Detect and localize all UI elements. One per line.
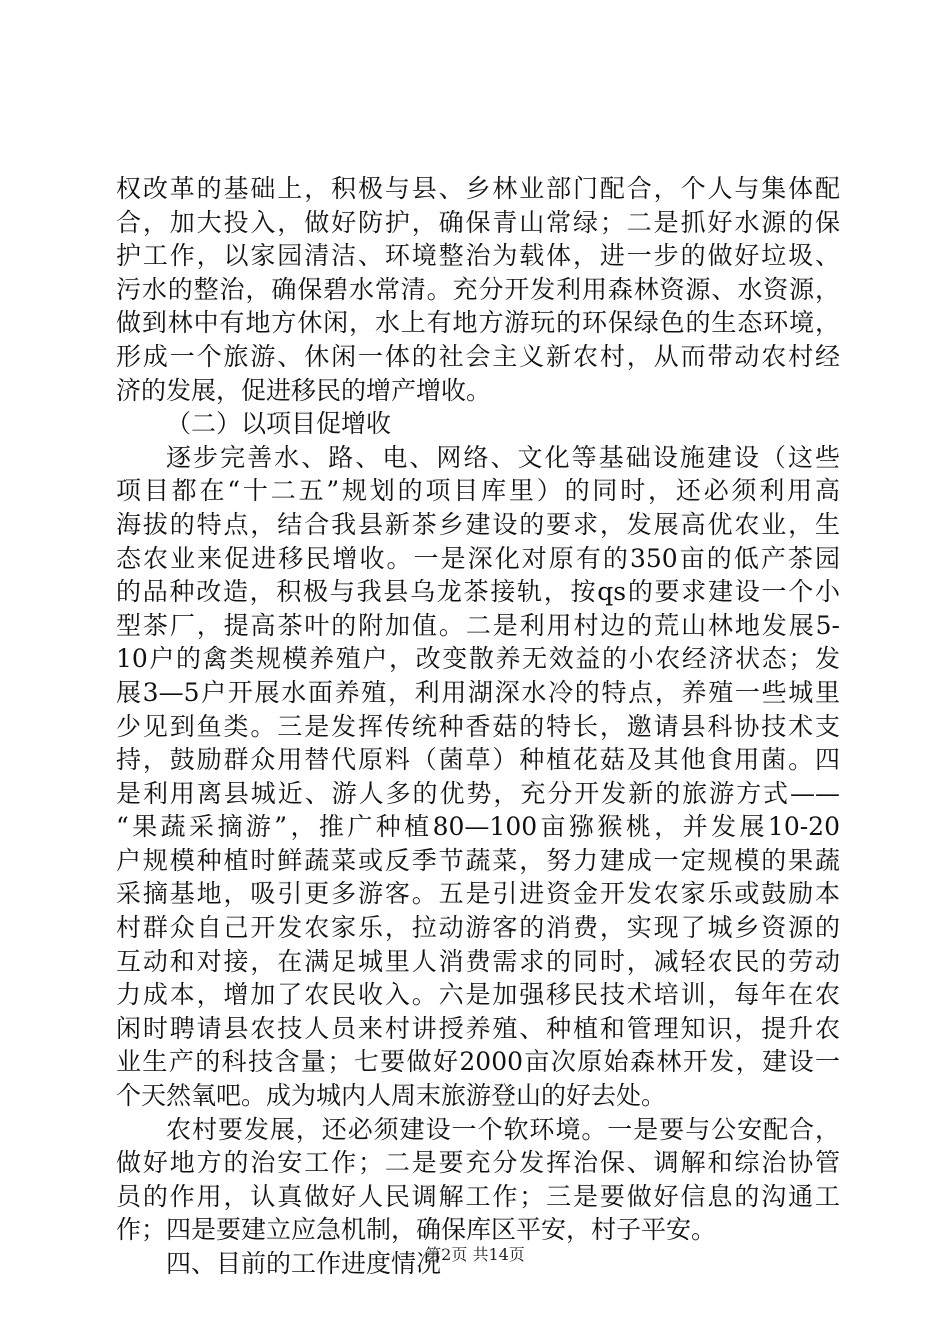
body-line: 作；四是要建立应急机制，确保库区平安，村子平安。 [116, 1215, 717, 1245]
body-line: 采摘基地，吸引更多游客。五是引进资金开发农家乐或鼓励本 [116, 879, 840, 909]
body-line: 持，鼓励群众用替代原料（菌草）种植花菇及其他食用菌。四 [116, 745, 840, 775]
body-line: 做到林中有地方休闲，水上有地方游玩的环保绿色的生态环境， [116, 308, 840, 338]
body-line: 污水的整治，确保碧水常清。充分开发利用森林资源、水资源， [116, 274, 840, 304]
page-number-label: 第2页 共14页 [425, 1245, 525, 1264]
body-line: 权改革的基础上，积极与县、乡林业部门配合，个人与集体配 [116, 174, 840, 203]
section-heading: （二）以项目促增收 [166, 409, 392, 439]
body-line: 济的发展，促进移民的增产增收。 [116, 375, 492, 405]
body-line: 个天然氧吧。成为城内人周末旅游登山的好去处。 [116, 1081, 667, 1111]
body-line: 合，加大投入，做好防护，确保青山常绿；二是抓好水源的保 [116, 207, 840, 237]
body-line: 态农业来促进移民增收。一是深化对原有的350亩的低产茶园 [116, 543, 840, 573]
body-line: 的品种改造，积极与我县乌龙茶接轨，按qs的要求建设一个小 [116, 577, 840, 607]
body-line: 户规模种植时鲜蔬菜或反季节蔬菜，努力建成一定规模的果蔬 [116, 845, 840, 875]
body-line: 村群众自己开发农家乐，拉动游客的消费，实现了城乡资源的 [116, 913, 840, 943]
section-heading: 四、目前的工作进度情况 [166, 1249, 442, 1278]
body-line: 力成本，增加了农民收入。六是加强移民技术培训，每年在农 [116, 980, 840, 1010]
body-line: 业生产的科技含量；七要做好2000亩次原始森林开发，建设一 [116, 1047, 840, 1077]
page-footer [0, 1242, 950, 1265]
body-line: 互动和对接，在满足城里人消费需求的同时，减轻农民的劳动 [116, 946, 840, 976]
body-line: 少见到鱼类。三是发挥传统种香菇的特长，邀请县科协技术支 [116, 711, 840, 741]
body-line: 是利用离县城近、游人多的优势，充分开发新的旅游方式—— [116, 778, 840, 808]
body-line: 10户的禽类规模养殖户，改变散养无效益的小农经济状态；发 [116, 644, 840, 674]
body-line: 员的作用，认真做好人民调解工作；三是要做好信息的沟通工 [116, 1181, 840, 1211]
body-line: “果蔬采摘游”，推广种植80—100亩猕猴桃，并发展10-20 [116, 812, 840, 842]
body-line: 逐步完善水、路、电、网络、文化等基础设施建设（这些 [166, 442, 840, 472]
body-line: 做好地方的治安工作；二是要充分发挥治保、调解和综治协管 [116, 1148, 840, 1178]
document-body [116, 172, 840, 1281]
body-line: 护工作，以家园清洁、环境整治为载体，进一步的做好垃圾、 [116, 241, 840, 271]
body-line: 闲时聘请县农技人员来村讲授养殖、种植和管理知识，提升农 [116, 1013, 840, 1043]
body-line: 海拔的特点，结合我县新茶乡建设的要求，发展高优农业，生 [116, 509, 840, 539]
body-line: 展3—5户开展水面养殖，利用湖深水冷的特点，养殖一些城里 [116, 677, 840, 707]
body-line: 项目都在“十二五”规划的项目库里）的同时，还必须利用高 [116, 476, 840, 506]
body-line: 形成一个旅游、休闲一体的社会主义新农村，从而带动农村经 [116, 341, 840, 371]
body-line: 型茶厂，提高茶叶的附加值。二是利用村边的荒山林地发展5- [116, 610, 840, 640]
body-line: 农村要发展，还必须建设一个软环境。一是要与公安配合， [166, 1114, 840, 1144]
